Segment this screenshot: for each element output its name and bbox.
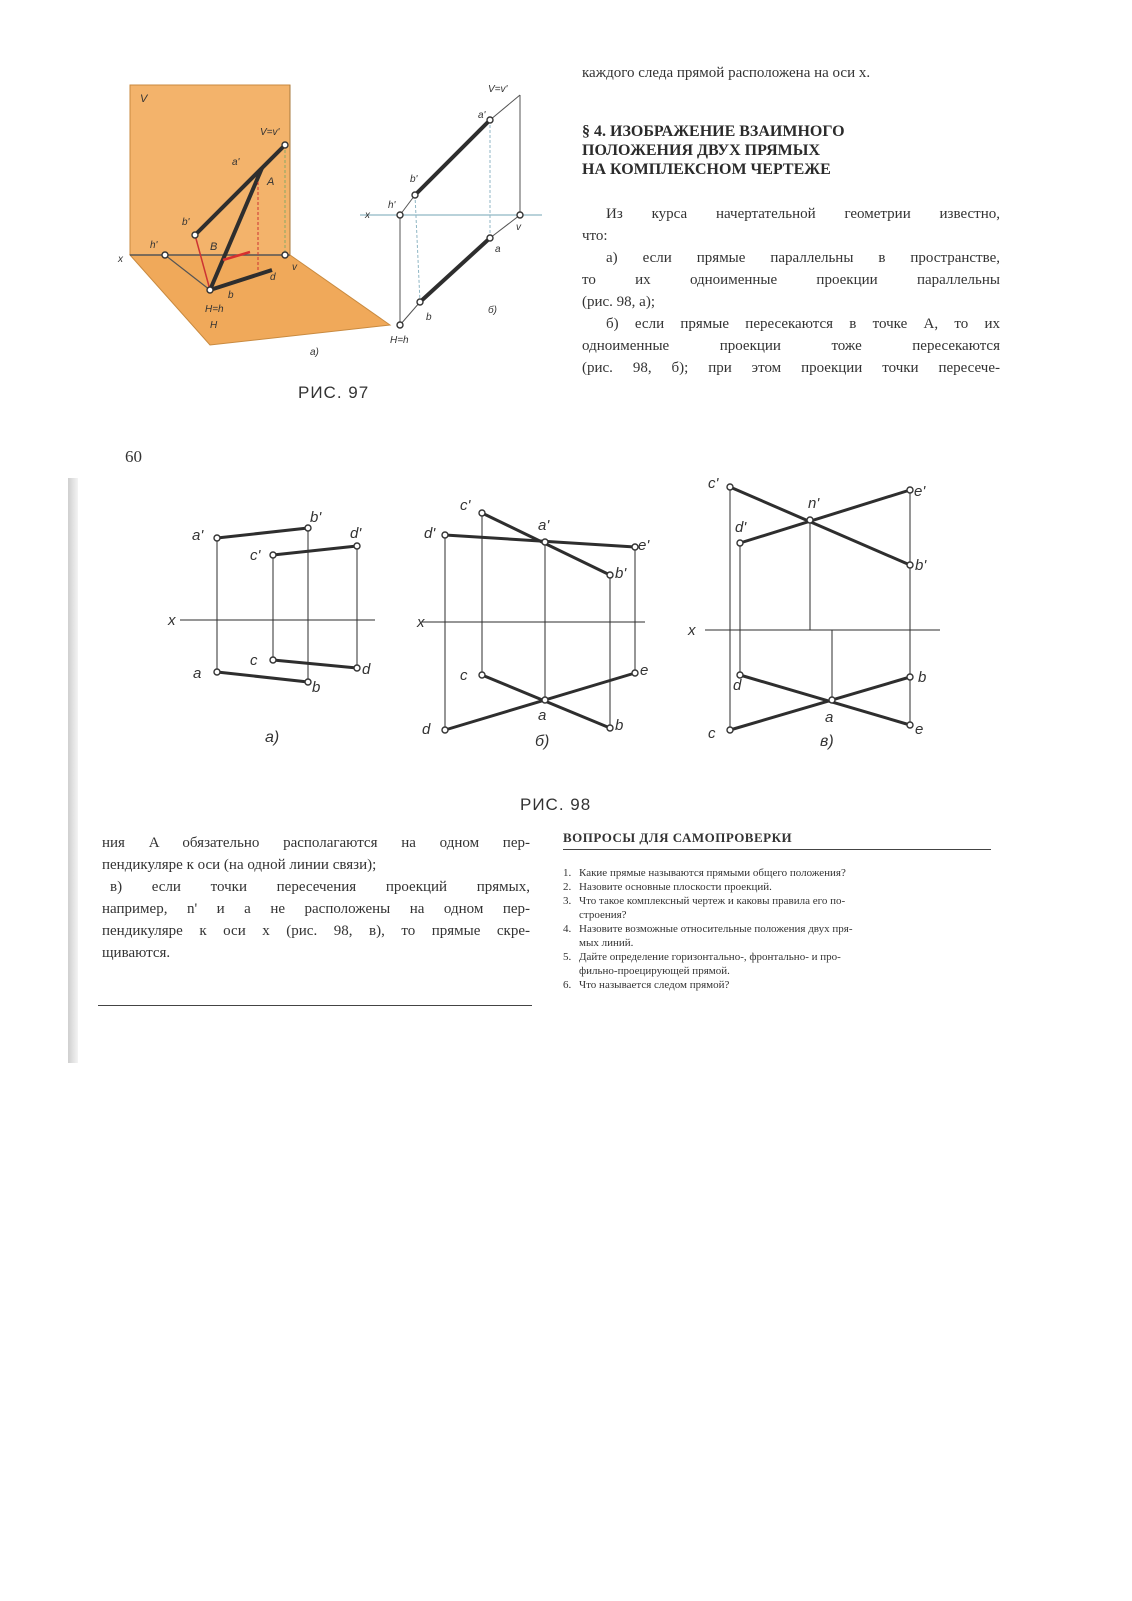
fig98b-d1: d' [424,525,436,542]
fig97a-label-H: H [210,320,218,331]
fig97a-label-b1: b' [182,217,190,228]
continued-line: каждого следа прямой расположена на оси x. [582,65,871,81]
fig98c-n1: n' [808,495,820,512]
question-item: 3. Что такое комплексный чертеж и каковы правила его по- строения? [563,895,846,921]
fig97a-label-x: x [118,254,123,265]
fig97b-label-b1: b' [410,174,418,185]
fig97b-label-a1: a' [478,110,486,121]
fig98a-a: a [193,665,202,682]
fig97-sub-a: а) [310,347,319,358]
cont-line-1: ния A обязательно располагаются на одном пер- [102,835,530,851]
fig97a-label-Vv: V=v' [260,127,280,138]
questions-heading: ВОПРОСЫ ДЛЯ САМОПРОВЕРКИ [563,830,991,850]
figure-97 [110,70,570,415]
fig98c-b: b [918,669,927,686]
fig97b-label-Hh: H=h [390,335,409,346]
fig98c-e1: e' [914,483,926,500]
fig98b-e1: e' [638,537,650,554]
para-line-7: одноименные проекции тоже пересекаются [582,338,1000,354]
fig98a-d1: d' [350,525,362,542]
section-heading [582,122,992,179]
section-heading-line-2: ПОЛОЖЕНИЯ ДВУХ ПРЯМЫХ [582,142,821,159]
figure-97-caption: РИС. 97 [298,383,370,402]
figure-97-b [360,84,542,346]
continued-paragraph [102,832,530,964]
fig97-sub-b: б) [488,305,497,316]
fig98c-c1: c' [708,475,719,492]
fig98b-b: b [615,717,624,734]
fig98c-d: d [733,677,742,694]
footnote-rule [98,1005,532,1006]
scan-edge-shadow [68,478,78,1063]
question-item: 1. Какие прямые называются прямыми общего положения? [563,867,846,879]
para-line-2: что: [582,228,608,244]
fig98c-e: e [915,721,924,738]
fig97a-label-b: b [228,290,234,301]
fig98a-b: b [312,679,321,696]
cont-line-2: пендикуляре к оси (на одной линии связи); [102,857,377,873]
fig98c-b1: b' [915,557,927,574]
fig97a-label-V: V [140,93,148,105]
fig98a-c: c [250,652,258,669]
fig97a-label-B: B [210,241,218,253]
page-number: 60 [125,447,142,466]
section-heading-line-1: § 4. ИЗОБРАЖЕНИЕ ВЗАИМНОГО [582,123,845,140]
question-item: 4. Назовите возможные относительные положения двух пря- мых линий. [563,923,853,949]
para-line-6: б) если прямые пересекаются в точке A, то их [606,316,1000,332]
para-line-5: (рис. 98, а); [582,294,656,310]
question-item: 2. Назовите основные плоскости проекций. [563,881,772,893]
para-line-4: то их одноименные проекции параллельны [582,272,1000,288]
cont-line-6: щиваются. [102,945,171,961]
fig98b-c1: c' [460,497,471,514]
questions-list [563,866,991,992]
fig98c-x: x [688,622,696,639]
figure-97-a [117,85,390,358]
cont-line-3: в) если точки пересечения проекций прямых, [110,879,530,895]
horizontal-plane-h [130,255,390,345]
fig97a-label-a1: a' [232,157,240,168]
figure-98-a [180,525,375,685]
fig98c-c: c [708,725,716,742]
fig98b-x: x [417,614,425,631]
fig98b-a1: a' [538,517,550,534]
fig98a-c1: c' [250,547,261,564]
fig98a-b1: b' [310,509,322,526]
fig97a-label-d: d [270,272,276,283]
fig98a-x: x [168,612,176,629]
fig98b-a: a [538,707,547,724]
fig97a-label-v: v [292,262,297,273]
fig98c-a: a [825,709,834,726]
fig97b-label-h1: h' [388,200,396,211]
para-line-8: (рис. 98, б); при этом проекции точки пересече- [582,360,1000,376]
section-paragraph [582,203,1000,379]
fig98-sub-a: а) [265,729,280,746]
para-line-3: а) если прямые параллельны в пространстве, [606,250,1000,266]
fig97b-label-x: x [365,210,370,221]
fig98b-b1: b' [615,565,627,582]
section-heading-line-3: НА КОМПЛЕКСНОМ ЧЕРТЕЖЕ [582,161,831,178]
figure-98-caption: РИС. 98 [520,795,592,814]
vertical-plane-v [130,85,290,255]
fig97a-label-A: A [267,176,275,188]
fig97a-label-h1: h' [150,240,158,251]
figure-98-b [422,510,645,733]
fig97b-label-b: b [426,312,432,323]
fig98a-d: d [362,661,371,678]
question-item: 6. Что называется следом прямой? [563,979,730,991]
cont-line-5: пендикуляре к оси x (рис. 98, в), то прямые скре- [102,923,530,939]
fig98a-a1: a' [192,527,204,544]
fig98-sub-c: в) [820,733,834,750]
fig97a-label-Hh: H=h [205,304,224,315]
fig98b-c: c [460,667,468,684]
fig98-sub-b: б) [535,733,550,750]
fig97b-label-a: a [495,244,501,255]
para-line-1: Из курса начертательной геометрии известно, [606,206,1000,222]
figure-98 [160,470,960,770]
fig98c-d1: d' [735,519,747,536]
fig97b-label-Vv: V=v' [488,84,508,95]
question-item: 5. Дайте определение горизонтально-, фронтально- и про- фильно-проецирующей прямой. [563,951,841,977]
fig97b-label-v: v [516,222,521,233]
fig98b-e: e [640,662,649,679]
cont-line-4: например, n' и a не расположены на одном пер- [102,901,530,917]
fig98b-d: d [422,721,431,738]
